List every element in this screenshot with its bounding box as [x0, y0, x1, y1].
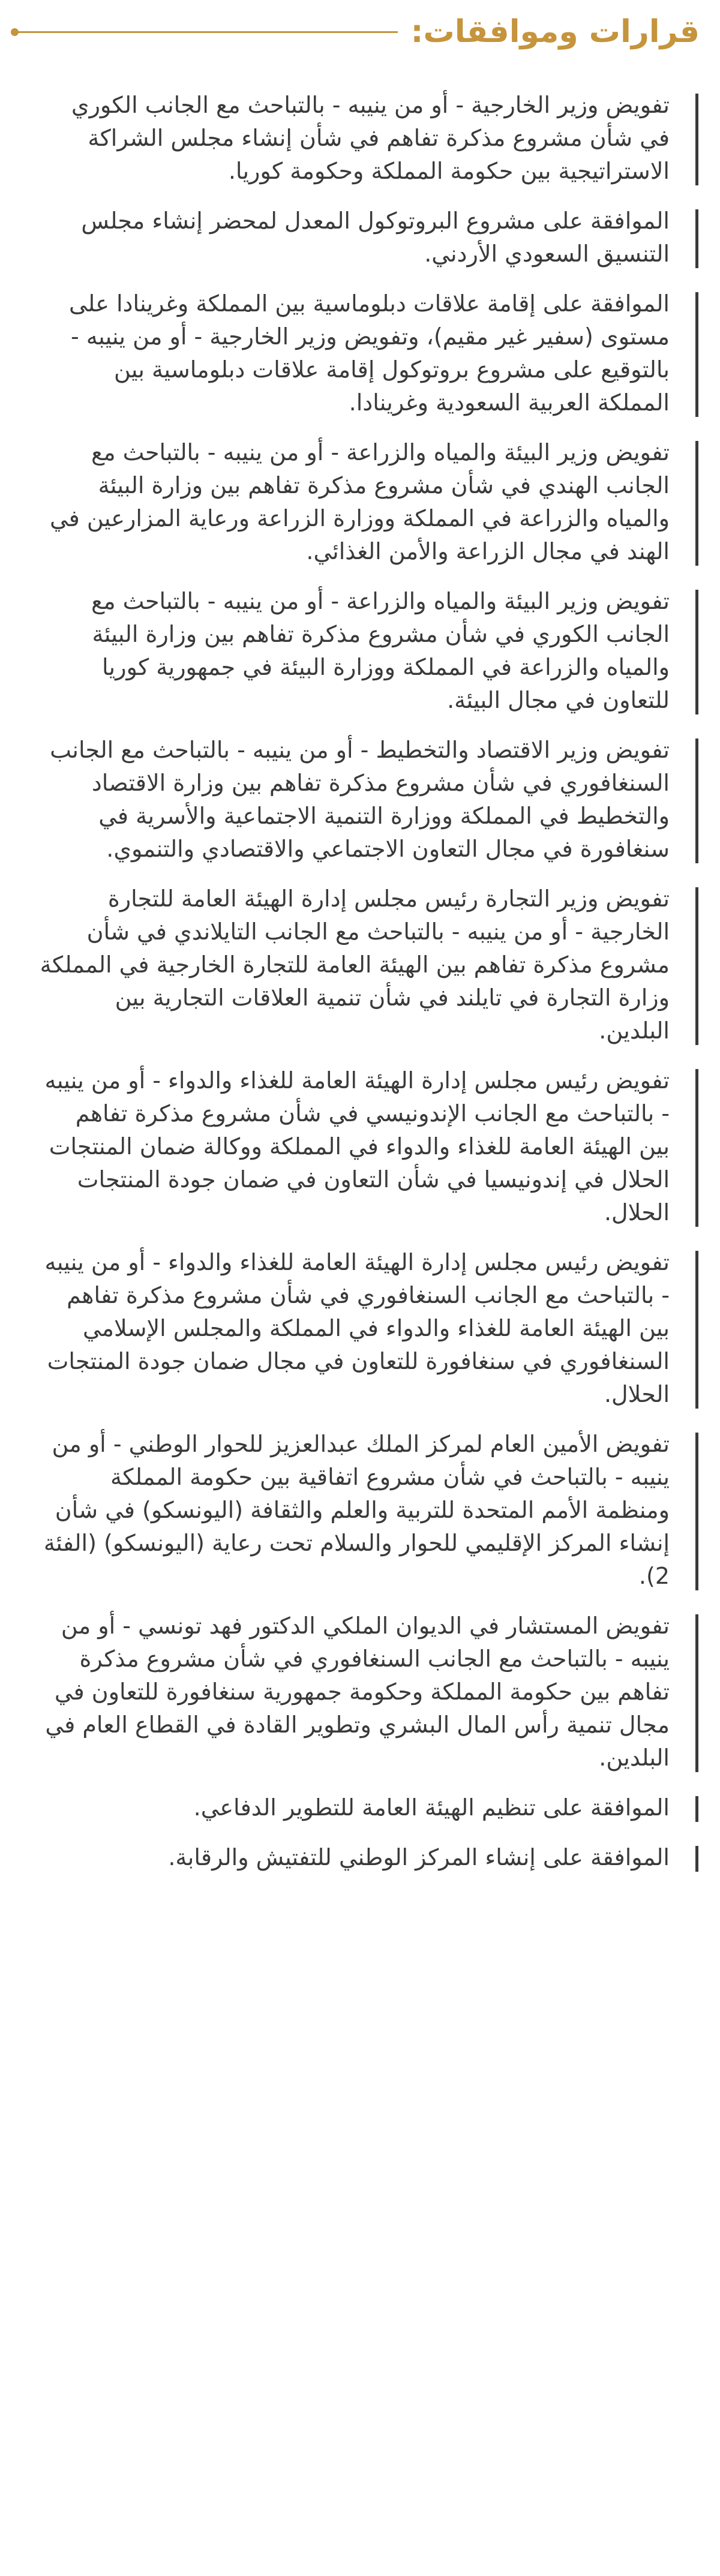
item-bar — [695, 590, 698, 714]
item-bar — [695, 1796, 698, 1822]
item-bar — [695, 738, 698, 863]
decision-item — [38, 1791, 698, 1824]
decision-text: تفويض وزير الخارجية - أو من ينيبه - بالتباحث مع الجانب الكوري في شأن مشروع مذكرة تفاهم في شأن إنشاء مجلس الشراكة الاستراتيجية بين حكومة المملكة وحكومة كوريا. — [71, 92, 670, 184]
decision-text: الموافقة على إقامة علاقات دبلوماسية بين المملكة وغرينادا على مستوى (سفير غير مقيم)، وتفويض وزير الخارجية - أو من ينيبه - بالتوقيع على مشروع بروتوكول إقامة علاقات دبلوماسية بين المملكة العربية السعودية وغرينادا. — [68, 290, 670, 416]
section-title: قرارات وموافقات: — [410, 14, 700, 50]
decision-text: تفويض وزير البيئة والمياه والزراعة - أو من ينيبه - بالتباحث مع الجانب الهندي في شأن مشروع مذكرة تفاهم بين وزارة البيئة والمياه والزراعة في المملكة ووزارة الزراعة ورعاية المزارعين في الهند في مجال الزراعة والأمن الغذائي. — [49, 439, 670, 565]
decision-item — [38, 436, 698, 568]
decision-item — [38, 1610, 698, 1775]
decision-text: الموافقة على مشروع البروتوكول المعدل لمحضر إنشاء مجلس التنسيق السعودي الأردني. — [81, 208, 670, 267]
decision-item — [38, 287, 698, 419]
decision-item — [38, 1246, 698, 1411]
decision-text: تفويض وزير التجارة رئيس مجلس إدارة الهيئة العامة للتجارة الخارجية - أو من ينيبه - بالتباحث مع الجانب التايلاندي في شأن مشروع مذكرة تفاهم بين الهيئة العامة للتجارة الخارجية في المملكة وزارة التجارة في تايلند في شأن تنمية العلاقات التجارية بين البلدين. — [40, 885, 670, 1044]
decision-item — [38, 585, 698, 717]
item-bar — [695, 209, 698, 268]
decision-text: تفويض رئيس مجلس إدارة الهيئة العامة للغذاء والدواء - أو من ينيبه - بالتباحث مع الجانب الإندونيسي في شأن مشروع مذكرة تفاهم بين الهيئة العامة للغذاء والدواء في المملكة ووكالة ضمان المنتجات الحلال في إندونيسيا في شأن التعاون في ضمان جودة المنتجات الحلال. — [44, 1067, 670, 1226]
decision-item — [38, 1428, 698, 1593]
item-bar — [695, 887, 698, 1045]
item-bar — [695, 1846, 698, 1872]
decision-item — [38, 205, 698, 271]
decision-text: تفويض المستشار في الديوان الملكي الدكتور فهد تونسي - أو من ينيبه - بالتباحث مع الجانب السنغافوري في شأن مشروع مذكرة تفاهم بين حكومة المملكة وحكومة جمهورية سنغافورة للتعاون في مجال تنمية رأس المال البشري وتطوير القادة في القطاع العام في البلدين. — [45, 1613, 670, 1771]
decision-item — [38, 89, 698, 188]
decision-text: الموافقة على إنشاء المركز الوطني للتفتيش والرقابة. — [168, 1844, 670, 1871]
item-bar — [695, 1614, 698, 1772]
decision-text: تفويض الأمين العام لمركز الملك عبدالعزيز للحوار الوطني - أو من ينيبه - بالتباحث في شأن مشروع اتفاقية بين حكومة المملكة ومنظمة الأمم المتحدة للتربية والعلم والثقافة (اليونسكو) في شأن إنشاء المركز الإقليمي للحوار والسلام تحت رعاية (اليونسكو) (الفئة 2). — [43, 1431, 670, 1589]
item-bar — [695, 1433, 698, 1590]
decisions-list — [38, 89, 698, 1891]
decision-text: تفويض وزير الاقتصاد والتخطيط - أو من ينيبه - بالتباحث مع الجانب السنغافوري في شأن مشروع مذكرة تفاهم بين وزارة الاقتصاد والتخطيط في المملكة ووزارة التنمية الاجتماعية والأسرية في سنغافورة في مجال التعاون الاجتماعي والاقتصادي والتنموي. — [50, 737, 670, 862]
item-bar — [695, 1251, 698, 1409]
decision-text: تفويض رئيس مجلس إدارة الهيئة العامة للغذاء والدواء - أو من ينيبه - بالتباحث مع الجانب السنغافوري في شأن مشروع مذكرة تفاهم بين الهيئة العامة للغذاء والدواء في المملكة والمجلس الإسلامي السنغافوري في سنغافورة للتعاون في مجال ضمان جودة المنتجات الحلال. — [44, 1249, 670, 1407]
decision-item — [38, 1064, 698, 1229]
decision-item — [38, 1841, 698, 1874]
decision-item — [38, 882, 698, 1047]
item-bar — [695, 292, 698, 417]
decision-text: تفويض وزير البيئة والمياه والزراعة - أو من ينيبه - بالتباحث مع الجانب الكوري في شأن مشروع مذكرة تفاهم بين وزارة البيئة والمياه والزراعة في المملكة ووزارة البيئة في جمهورية كوريا للتعاون في مجال البيئة. — [91, 588, 670, 713]
decision-item — [38, 734, 698, 866]
item-bar — [695, 1069, 698, 1227]
section-header — [13, 11, 700, 53]
title-rule-dot — [11, 28, 19, 36]
item-bar — [695, 441, 698, 566]
decision-text: الموافقة على تنظيم الهيئة العامة للتطوير الدفاعي. — [193, 1794, 670, 1821]
title-rule — [13, 31, 398, 33]
item-bar — [695, 94, 698, 185]
